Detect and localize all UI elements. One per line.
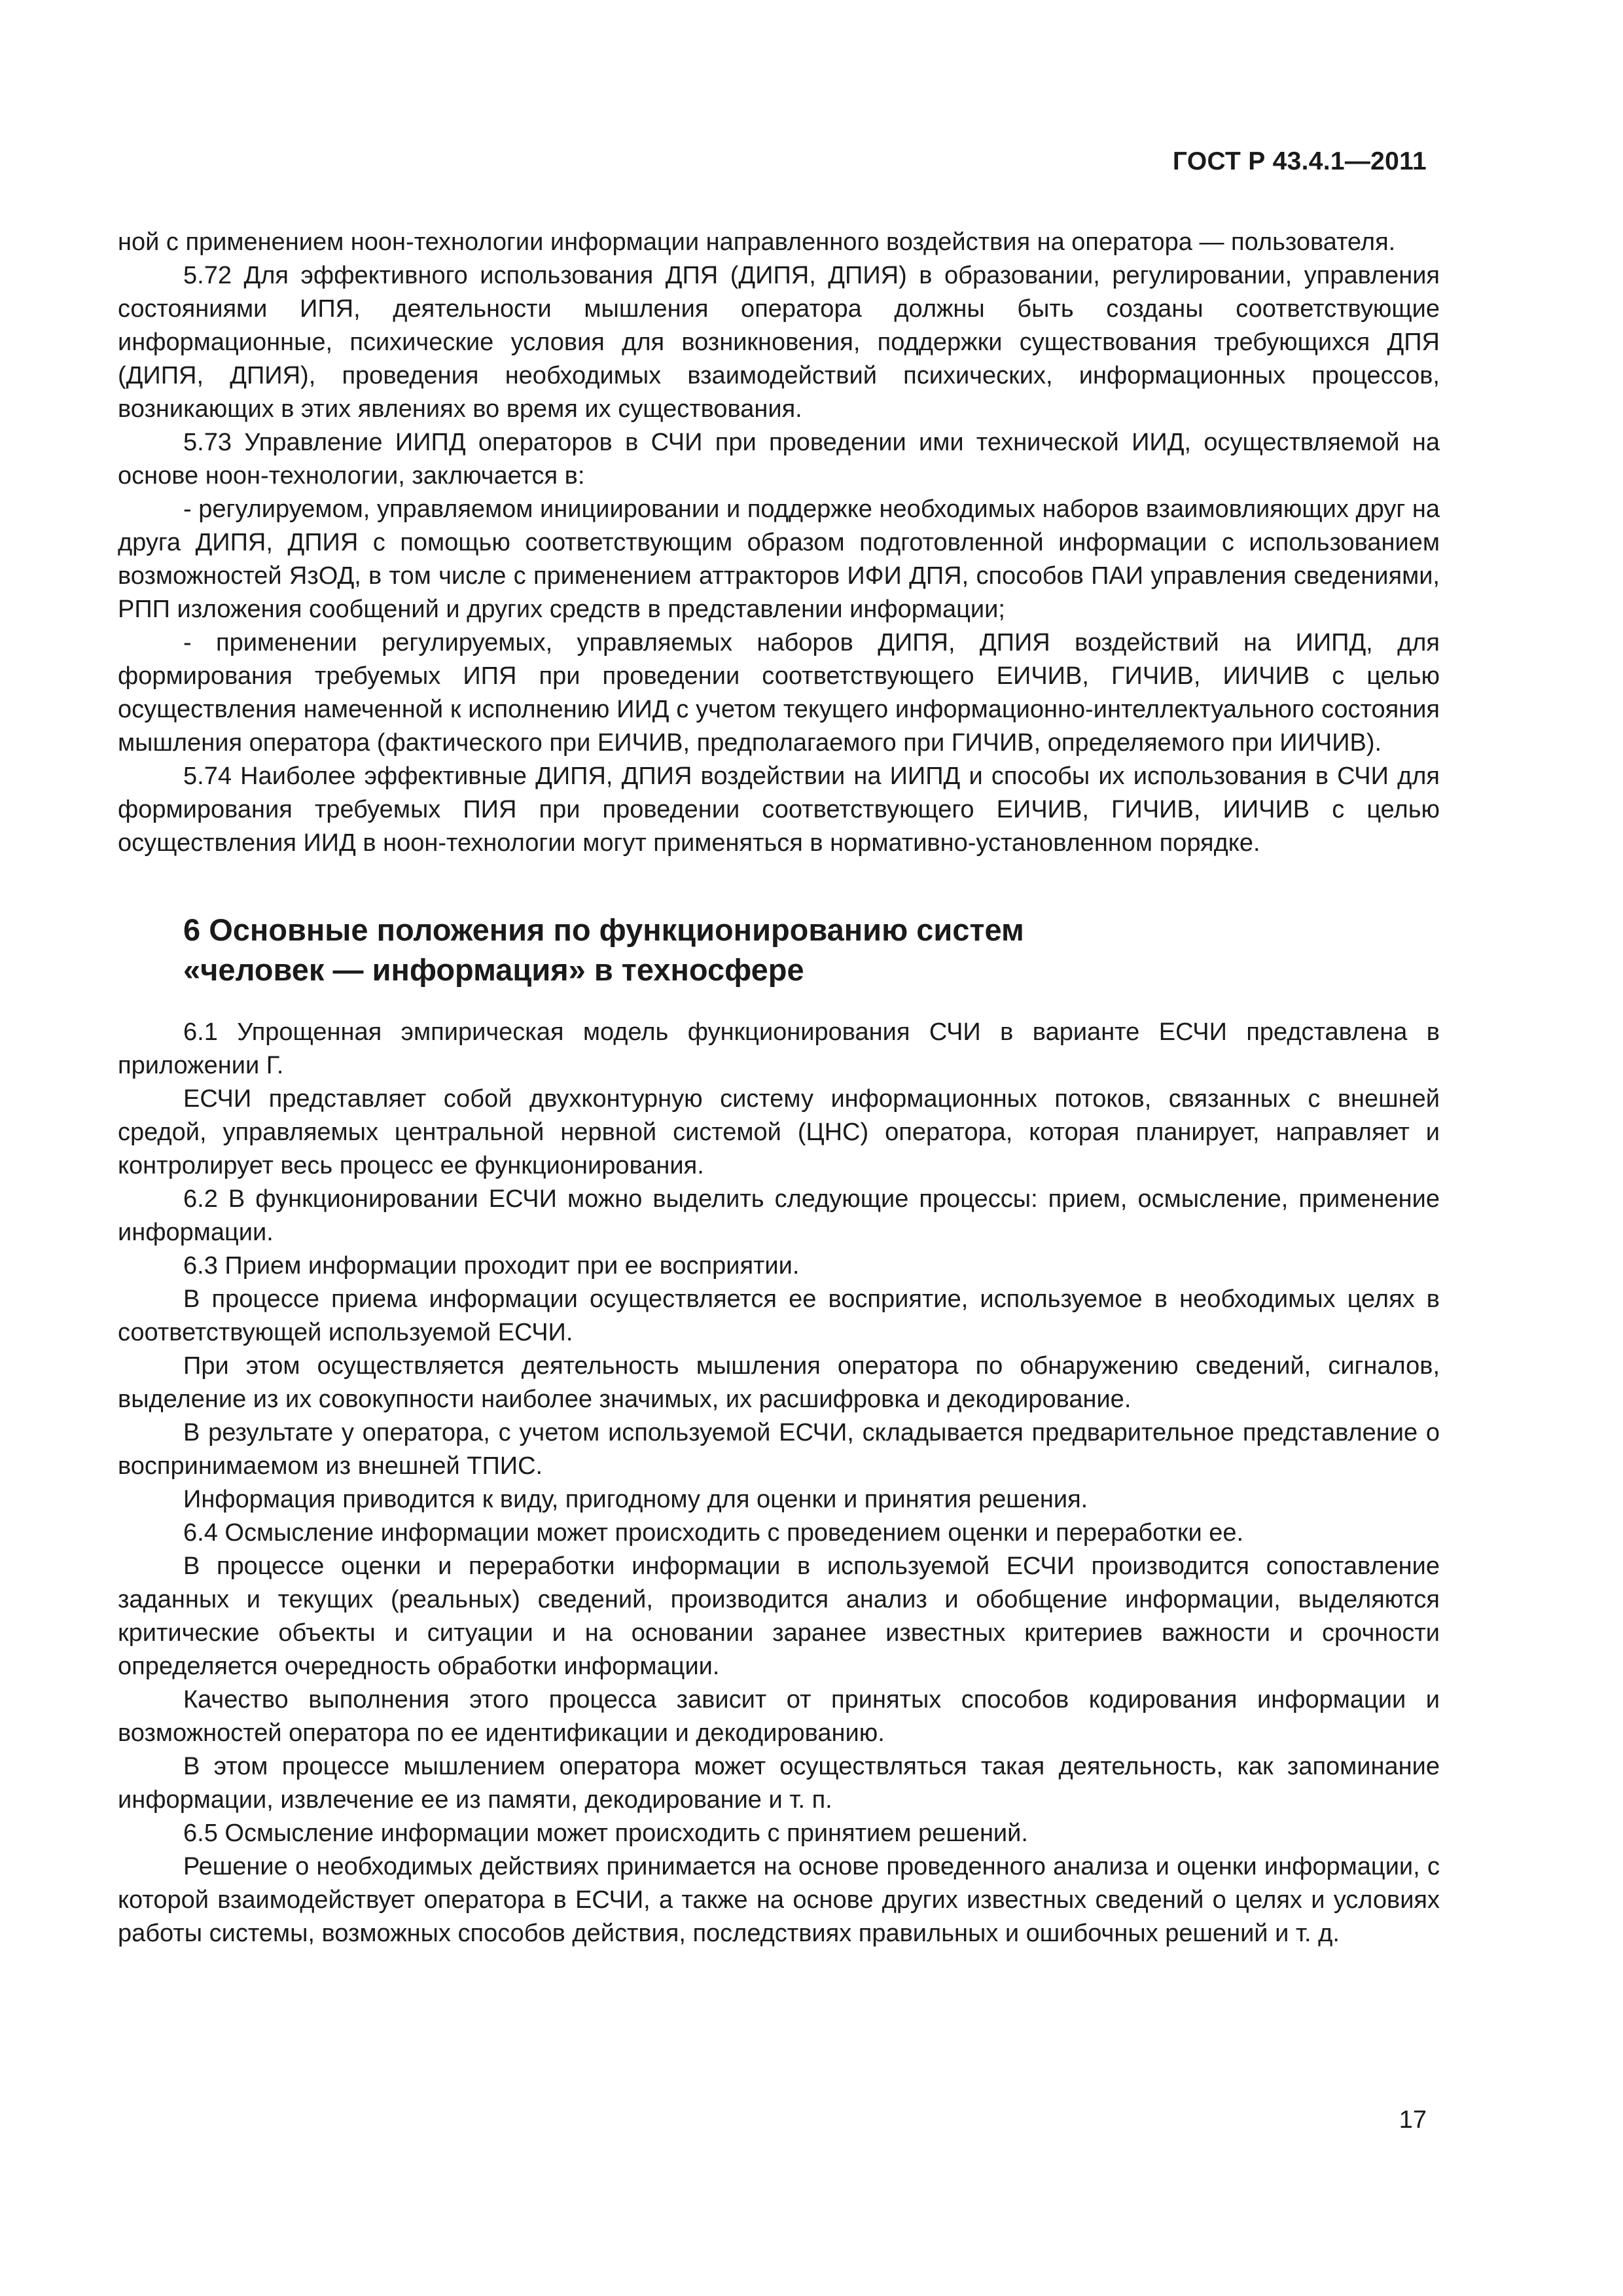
paragraph: ной с применением ноон-технологии информации направленного воздействия на оператора — пользователя. (118, 228, 1396, 256)
document-body (118, 226, 1440, 1950)
paragraph: 6.4 Осмысление информации может происходить с проведением оценки и переработки ее. (183, 1519, 1244, 1547)
list-item: - применении регулируемых, управляемых наборов ДИПЯ, ДПИЯ воздействий на ИИПД, для формирования требуемых ИПЯ при проведении соответствующего ЕИЧИВ, ГИЧИВ, ИИЧИВ с целью осуществления намеченной к исполнению ИИД с учетом текущего информационно-интеллектуального состояния мышления оператора (фактического при ЕИЧИВ, предполагаемого при ГИЧИВ, определяемого при ИИЧИВ). (118, 629, 1440, 757)
paragraph: ЕСЧИ представляет собой двухконтурную систему информационных потоков, связанных с внешней средой, управляемых центральной нервной системой (ЦНС) оператора, которая планирует, направляет и контролирует весь процесс ее функционирования. (118, 1085, 1440, 1179)
paragraph: 6.3 Прием информации проходит при ее восприятии. (183, 1252, 800, 1280)
paragraph: В процессе оценки и переработки информации в используемой ЕСЧИ производится сопоставление заданных и текущих (реальных) сведений, производится анализ и обобщение информации, выделяются критические объекты и ситуации и на основании заранее известных критериев важности и срочности определяется очередность обработки информации. (118, 1552, 1440, 1680)
paragraph: 5.72 Для эффективного использования ДПЯ (ДИПЯ, ДПИЯ) в образовании, регулировании, управления состояниями ИПЯ, деятельности мышления оператора должны быть созданы соответствующие информационные, психические условия для возникновения, поддержки существования требующихся ДПЯ (ДИПЯ, ДПИЯ), проведения необходимых взаимодействий психических, информационных процессов, возникающих в этих явлениях во время их существования. (118, 262, 1440, 423)
paragraph: Информация приводится к виду, пригодному для оценки и принятия решения. (183, 1486, 1088, 1513)
paragraph: При этом осуществляется деятельность мышления оператора по обнаружению сведений, сигналов, выделение из их совокупности наиболее значимых, их расшифровка и декодирование. (118, 1352, 1440, 1413)
section-heading (118, 910, 1440, 990)
document-header: ГОСТ Р 43.4.1—2011 (1172, 147, 1427, 175)
paragraph: 6.5 Осмысление информации может происходить с принятием решений. (183, 1820, 1028, 1847)
page-number: 17 (1399, 2106, 1427, 2134)
paragraph: 6.1 Упрощенная эмпирическая модель функционирования СЧИ в варианте ЕСЧИ представлена в приложении Г. (118, 1018, 1440, 1079)
paragraph: 6.2 В функционировании ЕСЧИ можно выделить следующие процессы: прием, осмысление, применение информации. (118, 1185, 1440, 1246)
section-heading-line: «человек — информация» в техносфере (183, 952, 804, 987)
section-heading-line: 6 Основные положения по функционированию систем (183, 912, 1024, 947)
paragraph: 5.73 Управление ИИПД операторов в СЧИ при проведении ими технической ИИД, осуществляемой на основе ноон-технологии, заключается в: (118, 429, 1440, 490)
list-item: - регулируемом, управляемом инициировании и поддержке необходимых наборов взаимовлияющих друг на друга ДИПЯ, ДПИЯ с помощью соответствующим образом подготовленной информации с использованием возможностей ЯзОД, в том числе с применением аттракторов ИФИ ДПЯ, способов ПАИ управления сведениями, РПП изложения сообщений и других средств в представлении информации; (118, 495, 1440, 623)
paragraph: В результате у оператора, с учетом используемой ЕСЧИ, складывается предварительное представление о воспринимаемом из внешней ТПИС. (118, 1419, 1440, 1480)
paragraph: В процессе приема информации осуществляется ее восприятие, используемое в необходимых целях в соответствующей используемой ЕСЧИ. (118, 1285, 1440, 1346)
paragraph: Качество выполнения этого процесса зависит от принятых способов кодирования информации и возможностей оператора по ее идентификации и декодированию. (118, 1686, 1440, 1747)
paragraph: Решение о необходимых действиях принимается на основе проведенного анализа и оценки информации, с которой взаимодействует оператора в ЕСЧИ, а также на основе других известных сведений о целях и условиях работы системы, возможных способов действия, последствиях правильных и ошибочных решений и т. д. (118, 1853, 1440, 1947)
paragraph: В этом процессе мышлением оператора может осуществляться такая деятельность, как запоминание информации, извлечение ее из памяти, декодирование и т. п. (118, 1753, 1440, 1814)
paragraph: 5.74 Наиболее эффективные ДИПЯ, ДПИЯ воздействии на ИИПД и способы их использования в СЧИ для формирования требуемых ПИЯ при проведении соответствующего ЕИЧИВ, ГИЧИВ, ИИЧИВ с целью осуществления ИИД в ноон-технологии могут применяться в нормативно-установленном порядке. (118, 762, 1440, 857)
